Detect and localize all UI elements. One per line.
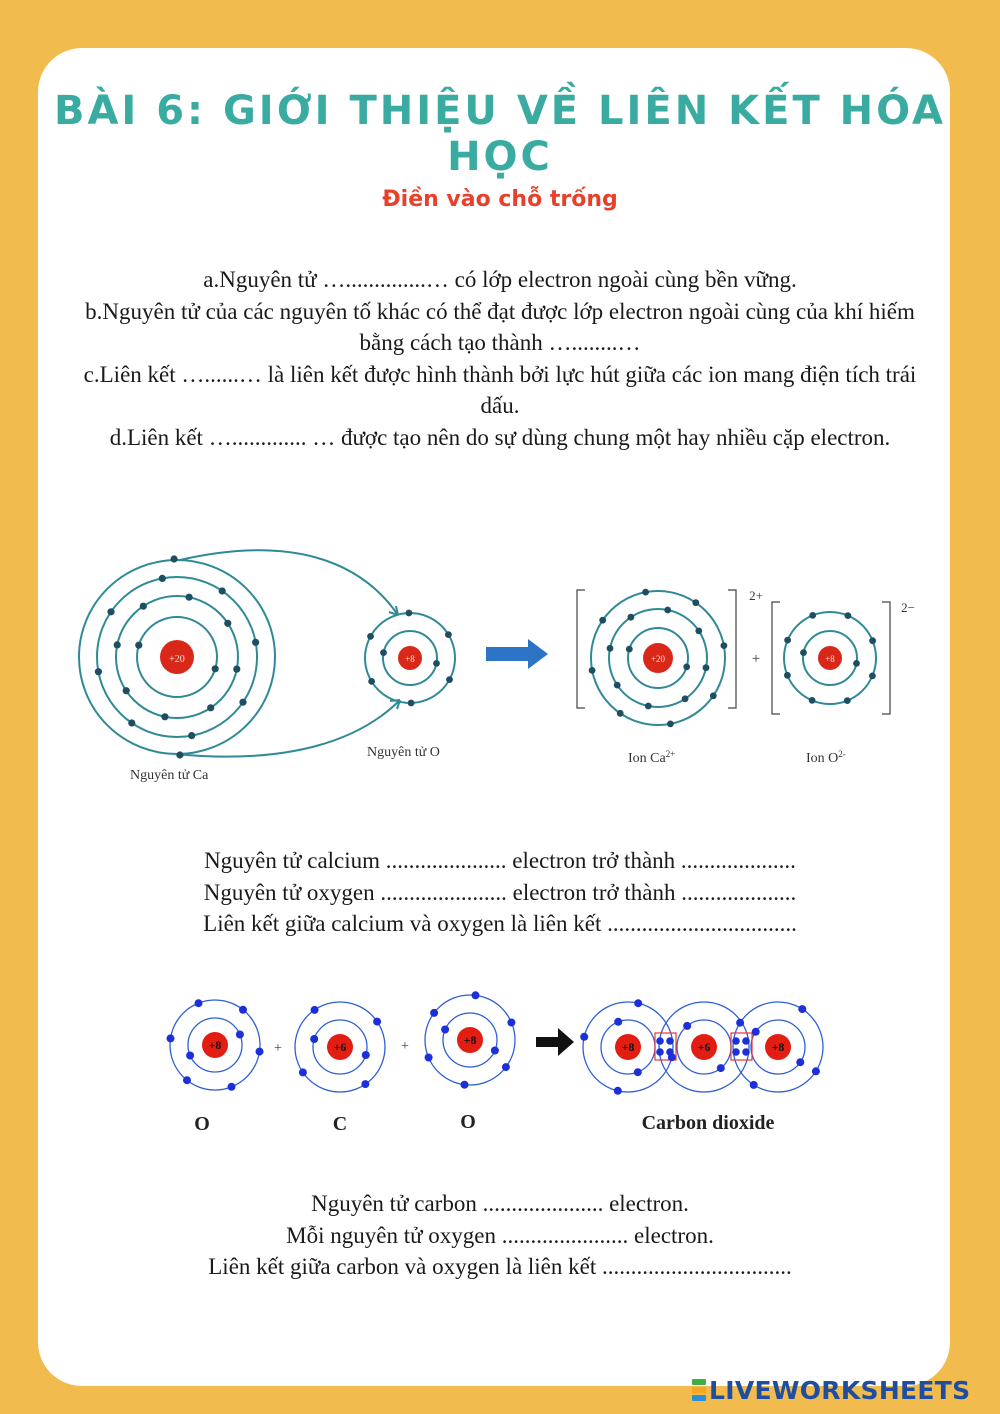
page-title: BÀI 6: GIỚI THIỆU VỀ LIÊN KẾT HÓA HỌC: [53, 88, 947, 180]
electron: [233, 666, 240, 673]
electron: [310, 1035, 318, 1043]
plus-sign: +: [751, 651, 761, 667]
electron: [784, 637, 791, 644]
electron: [171, 555, 178, 562]
electron: [408, 700, 415, 707]
o-nucleus-charge: +8: [405, 654, 415, 664]
o-ion-nucleus-charge: +8: [825, 654, 835, 664]
o-ion-superscript: 2-: [838, 749, 846, 759]
electron: [599, 617, 606, 624]
diagram-shapes: [79, 550, 890, 756]
electron: [869, 673, 876, 680]
electron: [853, 660, 860, 667]
co2-o-right-charge: +8: [771, 1040, 785, 1054]
electron: [614, 682, 621, 689]
electron: [683, 1022, 691, 1030]
label-carbon-dioxide: Carbon dioxide: [641, 1112, 775, 1134]
oxygen-question: Nguyên tử oxygen ...................... electron trở thành ....................: [203, 879, 797, 905]
shared-electron: [742, 1037, 750, 1045]
electron: [784, 672, 791, 679]
electron: [95, 668, 102, 675]
electron: [845, 612, 852, 619]
electron: [667, 721, 674, 728]
electron: [626, 646, 633, 653]
electron: [695, 628, 702, 635]
ca-ion-superscript: 2+: [665, 749, 676, 759]
electron: [507, 1019, 515, 1027]
electron: [710, 692, 717, 699]
electron: [800, 649, 807, 656]
calcium-question: Nguyên tử calcium ..................... electron trở thành ....................: [204, 848, 796, 873]
question-b: b.Nguyên tử của các nguyên tố khác có thể đạt được lớp electron ngoài cùng của khí hiếm bằng cách tạo thành …........…: [85, 298, 915, 355]
electron: [159, 575, 166, 582]
label-o-ion: [806, 749, 846, 766]
page-subtitle: Điền vào chỗ trống: [382, 187, 618, 212]
co2-c-charge: +6: [697, 1040, 711, 1054]
electron: [123, 687, 130, 694]
electron: [502, 1063, 510, 1071]
label-o-atom: Nguyên tử O: [367, 745, 440, 760]
question-c: c.Liên kết …......… là liên kết được hình thành bởi lực hút giữa các ion mang điện tích trái dấu.: [83, 361, 917, 418]
electron: [219, 587, 226, 594]
electron: [311, 1006, 319, 1014]
label-o-left: O: [194, 1113, 210, 1135]
electron: [441, 1026, 449, 1034]
electron: [692, 599, 699, 606]
electron: [607, 645, 614, 652]
electron: [812, 1067, 820, 1075]
electron: [239, 1006, 247, 1014]
label-o-right: O: [460, 1111, 476, 1133]
electron: [239, 699, 246, 706]
o-right-charge: +8: [463, 1033, 477, 1047]
electron: [682, 695, 689, 702]
o-left-charge: +8: [208, 1038, 222, 1052]
electron: [634, 999, 642, 1007]
electron: [186, 1052, 194, 1060]
electron: [425, 1054, 433, 1062]
electron: [642, 589, 649, 596]
carbon-question: Nguyên tử carbon ..................... electron.: [311, 1191, 689, 1216]
shared-electron: [666, 1037, 674, 1045]
electron: [207, 704, 214, 711]
electron: [299, 1068, 307, 1076]
shared-electron: [666, 1048, 674, 1056]
plus-sign-1: +: [274, 1041, 282, 1056]
electron: [628, 614, 635, 621]
fill-in-section-1: [70, 264, 930, 453]
electron: [228, 1083, 236, 1091]
electron: [461, 1081, 469, 1089]
liveworksheets-logo: [692, 1372, 970, 1408]
bond-question: Liên kết giữa calcium và oxygen là liên kết .................................: [203, 911, 797, 936]
electron: [128, 719, 135, 726]
electron: [752, 1028, 760, 1036]
electron: [645, 703, 652, 710]
electron: [796, 1058, 804, 1066]
electron: [224, 620, 231, 627]
fill-in-section-3: [70, 1188, 930, 1283]
ca-ion-name: Ion Ca: [628, 751, 666, 766]
electron: [135, 642, 142, 649]
electron: [161, 713, 168, 720]
electron: [114, 641, 121, 648]
electron: [406, 610, 413, 617]
electron: [445, 631, 452, 638]
electron: [373, 1018, 381, 1026]
brand-name: LIVEWORKSHEETS: [709, 1375, 971, 1405]
electron: [186, 594, 193, 601]
label-ca-ion: [628, 749, 675, 766]
electron: [844, 697, 851, 704]
o-ion-charge: 2−: [901, 600, 915, 615]
electron: [176, 751, 183, 758]
electron: [188, 732, 195, 739]
o-ion-name: Ion O: [806, 751, 839, 766]
electron: [472, 991, 480, 999]
electron: [617, 710, 624, 717]
electron: [683, 664, 690, 671]
label-ca-atom: Nguyên tử Ca: [130, 768, 209, 783]
electron: [580, 1033, 588, 1041]
electron: [589, 667, 596, 674]
shared-electron: [742, 1048, 750, 1056]
electron: [721, 642, 728, 649]
shared-electron: [732, 1048, 740, 1056]
electron: [869, 637, 876, 644]
electron: [717, 1064, 725, 1072]
electron: [380, 649, 387, 656]
electron: [703, 664, 710, 671]
fill-in-section-2: [70, 845, 930, 940]
electron: [236, 1031, 244, 1039]
plus-sign-2: +: [401, 1039, 409, 1054]
co2-o-left-charge: +8: [621, 1040, 635, 1054]
c-charge: +6: [333, 1040, 347, 1054]
shared-electron: [656, 1048, 664, 1056]
electron: [798, 1005, 806, 1013]
electron: [167, 1034, 175, 1042]
electron: [430, 1009, 438, 1017]
shared-electron: [732, 1037, 740, 1045]
question-a: a.Nguyên tử …..............… có lớp electron ngoài cùng bền vững.: [203, 267, 797, 292]
ca-nucleus-charge: +20: [169, 654, 185, 665]
shared-electron: [656, 1037, 664, 1045]
electron: [140, 603, 147, 610]
electron: [256, 1048, 264, 1056]
ca-ion-nucleus-charge: +20: [650, 654, 666, 664]
liveworksheets-icon: [692, 1378, 706, 1402]
electron: [664, 607, 671, 614]
electron: [433, 660, 440, 667]
electron: [614, 1018, 622, 1026]
electron: [491, 1047, 499, 1055]
electron: [736, 1019, 744, 1027]
electron: [809, 612, 816, 619]
covalent-bond-diagram: [150, 980, 850, 1140]
question-d: d.Liên kết …............. … được tạo nên do sự dùng chung một hay nhiều cặp electron.: [109, 424, 891, 450]
electron: [368, 678, 375, 685]
electron: [614, 1087, 622, 1095]
electron: [183, 1076, 191, 1084]
electron: [252, 639, 259, 646]
electron: [750, 1081, 758, 1089]
electron: [107, 608, 114, 615]
electron: [634, 1068, 642, 1076]
electron: [367, 633, 374, 640]
electron: [362, 1051, 370, 1059]
electron: [446, 676, 453, 683]
electron: [212, 665, 219, 672]
ionic-bond-diagram: [60, 540, 940, 800]
co2-bond-question: Liên kết giữa carbon và oxygen là liên kết .................................: [208, 1254, 792, 1279]
electron: [809, 697, 816, 704]
label-c: C: [332, 1113, 348, 1135]
oxygen-each-question: Mỗi nguyên tử oxygen ...................... electron.: [286, 1222, 714, 1248]
electron: [361, 1080, 369, 1088]
electron: [195, 999, 203, 1007]
orbit-shapes: [170, 995, 823, 1092]
ca-ion-charge: 2+: [749, 588, 763, 603]
